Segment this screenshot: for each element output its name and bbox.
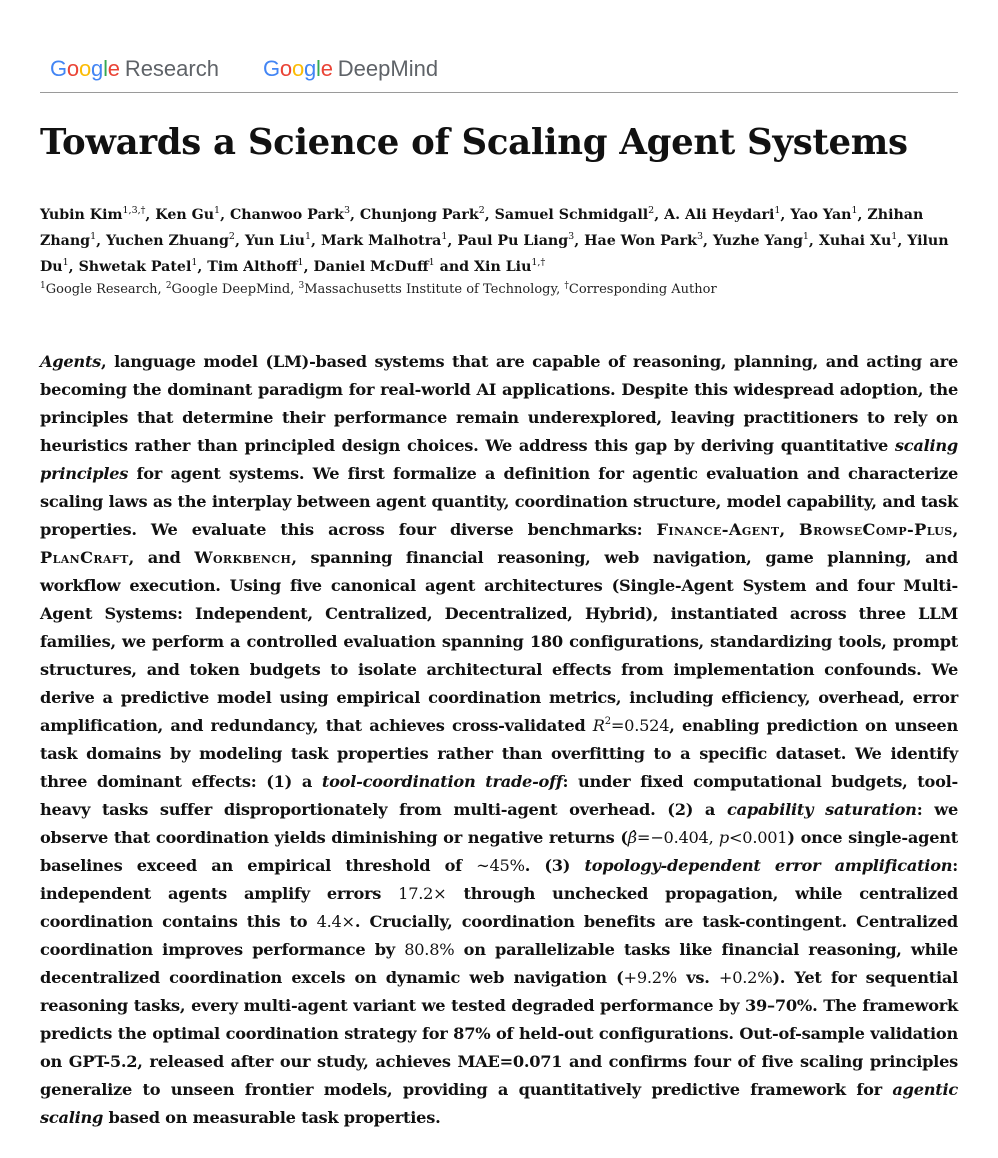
author-affiliation-mark: 1 [441,231,448,242]
author-name: Yuzhe Yang [712,233,803,249]
author [819,233,898,249]
affiliation-mark: 2 [165,281,172,291]
author [79,259,198,275]
benchmark-browsecomp-plus: BrowseComp-Plus [799,520,953,539]
affiliation-name: Corresponding Author [568,282,717,297]
author-name: Yilun Du [40,233,949,275]
author [790,207,857,223]
author-name: Chanwoo Park [229,207,344,223]
author-affiliation-mark: 1,† [531,257,546,268]
author-affiliation-mark: 1 [297,257,304,268]
affiliation-name: Google DeepMind [171,282,291,297]
author-affiliation-mark: 1 [428,257,435,268]
affiliation-mark: 1 [40,281,46,291]
affiliations: $^1$Google Research, $^2$Google DeepMind, $^3$Massachusetts Institute of Technology, †Corresponding Author [40,281,717,297]
author-affiliation-mark: 1 [891,231,898,242]
author-affiliation-mark: 3 [343,205,350,216]
affiliation-mark: † [564,281,569,291]
paper-title: Towards a Science of Scaling Agent Systems [40,122,908,163]
author [713,233,809,249]
logo-research-text: Research [124,56,219,81]
author-name: Tim Althoff [207,259,298,275]
author-affiliation-mark: 2 [648,205,655,216]
author-affiliation-mark: 1 [305,231,312,242]
author-affiliation-mark: 1 [62,257,69,268]
author [360,207,485,223]
author-affiliation-mark: 2 [478,205,485,216]
author-name: Mark Malhotra [320,233,442,249]
author-affiliation-mark: 1 [90,231,97,242]
author-name: Hae Won Park [584,233,697,249]
author-name: Xuhai Xu [818,233,892,249]
author-affiliation-mark: 1 [851,205,858,216]
affiliation-name: Massachusetts Institute of Technology [304,282,557,297]
author [495,207,655,223]
author-affiliation-mark: 3 [568,231,575,242]
abstract: Agents, language model (LM)-based systems that are capable of reasoning, planning, and acting are becoming the dominant paradigm for real-world AI applications. Despite this widespread adoption, the principles that determine their performance remain underexplored, leaving practitioners to rely on heuristics rather than principled design choices. We address this gap by deriving quantitative scaling principles for agent systems. We first formalize a definition for agentic evaluation and characterize scaling laws as the interplay between agent quantity, coordination structure, model capability, and task properties. We evaluate this across four diverse benchmarks: Finance-Agent, BrowseComp-Plus, PlanCraft, and Workbench, spanning financial reasoning, web navigation, game planning, and workflow execution. Using five canonical agent architectures (Single-Agent System and four Multi-Agent Systems: Independent, Centralized, Decentralized, Hybrid), instantiated across three LLM families, we perform a controlled evaluation spanning 180 configurations, standardizing tools, prompt structures, and token budgets to isolate architectural effects from implementation confounds. We derive a predictive model using empirical coordination metrics, including efficiency, overhead, error amplification, and redundancy, that achieves cross-validated $R^2=0.524$, enabling prediction on unseen task domains by modeling task properties rather than overfitting to a specific dataset. We identify three dominant effects: (1) a tool-coordination trade-off: under fixed computational budgets, tool-heavy tasks suffer disproportionately from multi-agent overhead. (2) a capability saturation: we observe that coordination yields diminishing or negative returns (β̂=−0.404, p<0.001) once single-agent baselines exceed an empirical threshold of ∼45%. (3) topology-dependent error amplification: independent agents amplify errors 17.2× through unchecked propagation, while centralized coordination contains this to 4.4×. Crucially, coordination benefits are task-contingent. Centralized coordination improves performance by 80.8% on parallelizable tasks like financial reasoning, while decentralized coordination excels on dynamic web navigation (+9.2% vs. +0.2%). Yet for sequential reasoning tasks, every multi-agent variant we tested degraded performance by 39–70%. The framework predicts the optimal coordination strategy for 87% of held-out configurations. Out-of-sample validation on GPT-5.2, released after our study, achieves MAE=0.071 and confirms four of five scaling principles generalize to unseen frontier models, providing a quantitatively predictive framework for agentic scaling based on measurable task properties. [40,352,959,1127]
google-deepmind-logo [263,56,438,82]
author-name: Daniel McDuff [313,259,429,275]
google-wordmark: Google [262,56,333,81]
benchmark-workbench: Workbench [194,548,292,567]
header-divider [40,92,958,93]
author [230,207,350,223]
google-wordmark: Google [50,56,120,81]
author [474,259,545,275]
author-affiliation-mark: 1 [802,231,809,242]
logo-deepmind-text: DeepMind [337,56,439,81]
author-affiliation-mark: 1 [191,257,198,268]
author-name: Yuchen Zhuang [106,233,229,249]
author-name: Zhihan Zhang [40,207,924,249]
author [313,259,434,275]
benchmark-finance-agent: Finance-Agent [656,520,780,539]
affiliation-name: Google Research [45,282,158,297]
benchmark-plancraft: PlanCraft [40,548,129,567]
author-affiliation-mark: 1,3,† [122,205,146,216]
google-research-logo [50,56,219,82]
author [40,207,145,223]
author [584,233,703,249]
author-name: A. Ali Heydari [664,207,775,223]
author-conjunction: and [439,259,470,275]
header-logos [50,52,482,86]
author-name: Chunjong Park [359,207,479,223]
author [207,259,303,275]
author-affiliation-mark: 2 [228,231,235,242]
author-name: Ken Gu [155,207,215,223]
author [155,207,220,223]
author-name: Yubin Kim [40,207,123,223]
author-name: Paul Pu Liang [457,233,569,249]
author-affiliation-mark: 3 [696,231,703,242]
author-name: Yun Liu [244,233,305,249]
author-name: Samuel Schmidgall [494,207,649,223]
author [106,233,235,249]
author-list: Yubin Kim$^{1,3,\dagger}$, Ken Gu$^1$, Chanwoo Park$^3$, Chunjong Park$^2$, Samuel Schmidgall$^2$, A. Ali Heydari$^1$, Yao Yan$^1$, Zhihan Zhang$^1$, Yuchen Zhuang$^2$, Yun Liu$^1$, Mark Malhotra$^1$, Paul Pu Liang$^3$, Hae Won Park$^3$, Yuzhe Yang$^1$, Xuhai Xu$^1$, Yilun Du$^1$, Shwetak Patel$^1$, Tim Althoff$^1$, Daniel McDuff$^1$ and Xin Liu$^{1,\dagger}$ [40,205,949,275]
author [321,233,447,249]
author [664,207,780,223]
author [245,233,311,249]
author-name: Shwetak Patel [78,259,192,275]
author-affiliation-mark: 1 [214,205,221,216]
author-affiliation-mark: 1 [774,205,781,216]
author-name: Xin Liu [474,259,532,275]
affiliation-mark: 3 [298,281,305,291]
author [457,233,574,249]
author-name: Yao Yan [790,207,852,223]
